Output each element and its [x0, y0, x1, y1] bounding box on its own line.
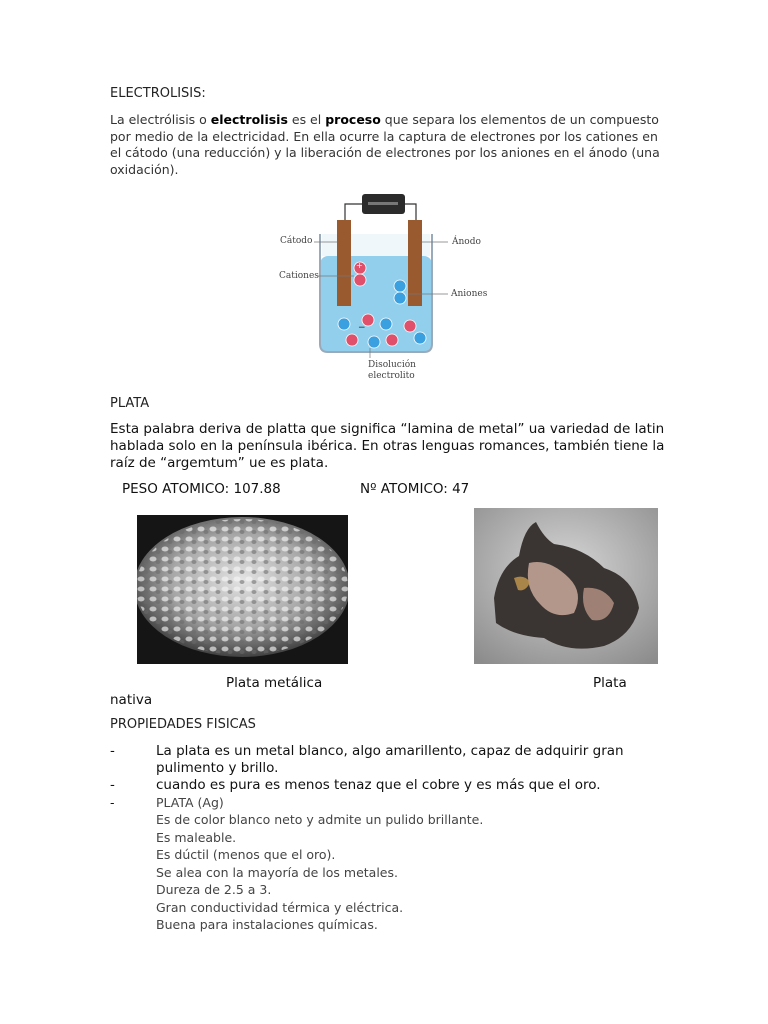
list-item: - PLATA (Ag) Es de color blanco neto y admite un pulido brillante. Es maleable. Es dúctil (menos que el oro). Se alea con la mayoría de los metales. Dureza de 2.5 a 3. Gran conductividad térmica y eléctrica. Buena para instalaciones químicas.: [110, 794, 670, 934]
label-anodo: Ánodo: [452, 237, 481, 247]
caption-plata-metalica: Plata metálica: [226, 675, 323, 691]
sub-item: Gran conductividad térmica y eléctrica.: [156, 899, 404, 915]
anode-electrode: [408, 220, 422, 306]
plata-heading: PLATA: [110, 396, 150, 411]
caption-plata-nativa-1: Plata: [593, 675, 627, 691]
photo-plata-nativa: [474, 508, 658, 664]
sub-item: Se alea con la mayoría de los metales.: [156, 864, 398, 880]
intro-paragraph: La electrólisis o electrolisis es el proceso que separa los elementos de un compuesto por medio de la electricidad. En ella ocurre la captura de electrones por los cationes en el cátodo (una reducción) y la liberación de electrones por los aniones en el ánodo (una oxidación).: [110, 112, 660, 177]
label-electrolito: electrolito: [368, 371, 415, 381]
list-item: - La plata es un metal blanco, algo amarillento, capaz de adquirir gran pulimento y brillo.: [110, 743, 624, 776]
plus-sign: +: [356, 261, 363, 270]
sub-item: Es dúctil (menos que el oro).: [156, 847, 336, 862]
bold-proceso: proceso: [325, 112, 381, 127]
cathode-electrode: [337, 220, 351, 306]
caption-plata-nativa-2: nativa: [110, 692, 153, 708]
bold-electrolisis: electrolisis: [210, 112, 288, 127]
page-title: ELECTROLISIS:: [110, 86, 206, 101]
propiedades-list: [110, 743, 670, 934]
sub-item: Es maleable.: [156, 829, 237, 845]
label-disolucion: Disolución: [368, 360, 416, 370]
minus-sign: −: [358, 323, 366, 333]
numero-atomico: Nº ATOMICO: 47: [360, 481, 470, 497]
electrolysis-diagram: [270, 186, 500, 382]
sub-item: Es de color blanco neto y admite un pulido brillante.: [156, 812, 484, 827]
plata-ag-sublist: [156, 811, 670, 934]
photo-plata-metalica: [137, 515, 348, 664]
propiedades-heading: PROPIEDADES FISICAS: [110, 717, 256, 732]
label-cationes: Cationes: [279, 271, 319, 281]
peso-atomico: PESO ATOMICO: 107.88: [122, 481, 281, 497]
sub-item: Dureza de 2.5 a 3.: [156, 882, 272, 897]
plata-paragraph: Esta palabra deriva de platta que significa “lamina de metal” ua variedad de latin hablada solo en la península ibérica. En otras lenguas romances, también tiene la raíz de “argemtum” ue es plata.: [110, 421, 665, 471]
label-aniones: Aniones: [451, 289, 488, 299]
list-item: - cuando es pura es menos tenaz que el cobre y es más que el oro.: [110, 777, 601, 793]
label-catodo: Cátodo: [280, 236, 313, 246]
sub-item: Buena para instalaciones químicas.: [156, 917, 378, 932]
